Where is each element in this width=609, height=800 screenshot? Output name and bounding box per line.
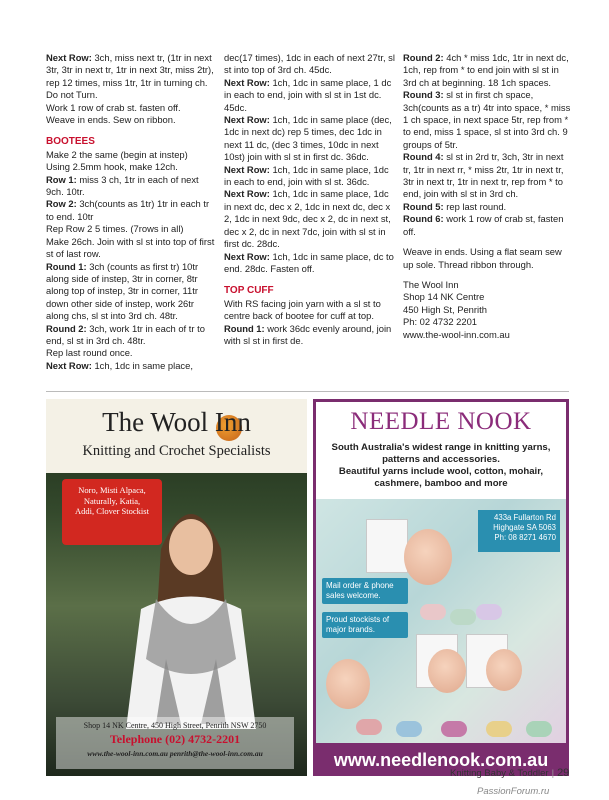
- needle-nook-ad: [313, 399, 569, 776]
- step-label: Next Row:: [224, 76, 270, 88]
- yarn-skein: [526, 721, 552, 737]
- step-text: 3ch(counts as 1tr) 1tr in each tr to end. 10tr: [46, 198, 210, 222]
- step-text: 3ch, work 1tr in each of tr to end, sl st in 3rd ch. 48tr.: [46, 322, 205, 346]
- step-text: 1ch, 1dc in same place,: [91, 359, 193, 371]
- step-label: Round 3:: [403, 89, 444, 101]
- step-text: 3ch, miss next tr, (1tr in next 3tr, 3tr in next tr, 1tr in next 3tr, miss 2tr), rep 12 times, miss 1tr, 1tr in turning ch. Do not Turn.: [46, 52, 214, 101]
- badge-line: Noro, Misti Alpaca,: [78, 485, 146, 495]
- instruction-paragraph: [46, 52, 218, 102]
- step-text: Make 2 the same (begin at instep): [46, 148, 188, 160]
- box-line: major brands.: [326, 625, 375, 634]
- step-text: Using 2.5mm hook, make 12ch.: [46, 161, 178, 173]
- instruction-paragraph: [46, 261, 218, 323]
- ad-phone: Telephone (02) 4732-2201: [109, 732, 241, 746]
- instruction-paragraph: [46, 149, 218, 161]
- ad-text-line: South Australia's widest range in knitting yarns,: [331, 442, 551, 453]
- step-text: 1ch, 1dc in same place, dc to end. 28dc. Fasten off.: [224, 250, 394, 274]
- instruction-paragraph: [403, 89, 571, 151]
- step-text: 1ch, 1dc in same place, 1 dc in each to end, join with sl st in 1st dc. 45dc.: [224, 76, 392, 113]
- step-label: Round 5:: [403, 200, 444, 212]
- instruction-paragraph: [46, 347, 218, 359]
- step-text: With RS facing join yarn with a sl st to centre back of bootee for cuff at top.: [224, 297, 381, 322]
- instruction-paragraph: [403, 151, 571, 201]
- text-line: Weave in ends. Using a flat seam sew up sole. Thread ribbon through.: [403, 246, 562, 270]
- instruction-paragraph: [224, 114, 396, 164]
- box-line: sales welcome.: [326, 591, 381, 600]
- step-label: Row 2:: [46, 198, 77, 210]
- ad-text: [322, 442, 560, 490]
- step-text: 1ch, 1dc in same place, 1dc in next dc, dec x 2, 1dc in next dc, dec x 2, 1dc in next 9dc, dec x 2, dc in next st, dec x 2, dc in next 7dc, join with sl st in first dc. 28dc.: [224, 188, 391, 250]
- spacer: [224, 275, 396, 283]
- instruction-paragraph: [224, 298, 396, 323]
- instruction-paragraph: [403, 213, 571, 238]
- yarn-skein: [450, 609, 476, 625]
- ad-subtitle: Knitting and Crochet Specialists: [82, 443, 271, 459]
- step-text: miss 3 ch, 1tr in each of next 9ch. 10tr.: [46, 173, 199, 198]
- step-label: Next Row:: [46, 359, 92, 371]
- contact-line: Ph: 02 4732 2201: [403, 316, 478, 328]
- yarn-skein: [476, 604, 502, 620]
- instruction-paragraph: [46, 174, 218, 199]
- ad-text-line: patterns and accessories.: [382, 454, 500, 465]
- instruction-paragraph: [46, 236, 218, 261]
- ad-text-line: Beautiful yarns include wool, cotton, mohair,: [338, 466, 544, 477]
- footer-separator: |: [551, 768, 555, 779]
- instruction-paragraph: [46, 161, 218, 173]
- address-line: Ph: 08 8271 4670: [494, 533, 556, 542]
- column-3: [403, 52, 571, 341]
- address-line: Highgate SA 5063: [493, 523, 556, 532]
- mail-order-box: [322, 578, 408, 604]
- step-text: Weave in ends. Sew on ribbon.: [46, 114, 176, 126]
- step-label: Next Row:: [224, 114, 270, 126]
- step-label: Round 6:: [403, 213, 444, 225]
- ad-url[interactable]: www.needlenook.com.au: [333, 750, 549, 770]
- badge-line: Addi, Clover Stockist: [75, 506, 149, 516]
- yarn-skein: [486, 721, 512, 737]
- step-text: dec(17 times), 1dc in each of next 27tr, sl st into top of 3rd ch. 45dc.: [224, 52, 395, 76]
- yarn-skein: [356, 719, 382, 735]
- instruction-paragraph: [403, 201, 571, 213]
- baby-photo: [326, 659, 370, 709]
- instruction-paragraph: [46, 323, 218, 348]
- baby-photo: [486, 649, 522, 691]
- step-text: 1ch, 1dc in same place (dec, 1dc in next dc) rep 5 times, dec 1dc in next 11 dc, (dec 3 times, 10dc in next 10st) join with sl st in first dc. 36dc.: [224, 114, 392, 163]
- instruction-paragraph: [403, 52, 571, 89]
- ad-info-box: [56, 717, 294, 769]
- contact-line: 450 High St, Penrith: [403, 303, 487, 315]
- step-text: Make 26ch. Join with sl st into top of first st of last row.: [46, 235, 215, 260]
- box-line: Proud stockists of: [326, 615, 390, 624]
- yarn-skein: [396, 721, 422, 737]
- page-number: 29: [557, 767, 570, 779]
- instruction-paragraph: [224, 77, 396, 114]
- instruction-paragraph: [224, 164, 396, 189]
- section-heading: BOOTEES: [46, 136, 95, 148]
- section-heading: TOP CUFF: [224, 285, 274, 297]
- instruction-paragraph: [224, 52, 396, 77]
- step-text: 1ch, 1dc in same place, 1dc in each to end, join with sl st. 36dc.: [224, 163, 389, 188]
- yarn-skein: [441, 721, 467, 737]
- step-label: Next Row:: [224, 188, 270, 200]
- box-line: Mail order & phone: [326, 581, 394, 590]
- contact-website[interactable]: www.the-wool-inn.com.au: [403, 328, 510, 340]
- column-1: [46, 52, 218, 372]
- contact-line: The Wool Inn: [403, 278, 459, 290]
- ad-web[interactable]: www.the-wool-inn.com.au penrith@the-wool-inn.com.au: [87, 749, 263, 758]
- step-text: rep last round.: [443, 200, 507, 212]
- step-label: Next Row:: [224, 250, 270, 262]
- publication-title: Knitting Baby & Toddler: [450, 768, 549, 779]
- step-label: Round 1:: [46, 260, 87, 272]
- spacer: [403, 238, 571, 246]
- instruction-paragraph: [46, 102, 218, 114]
- wool-inn-ad: [46, 399, 307, 776]
- step-text: 3ch (counts as first tr) 10tr along side of instep, 3tr in corner, 8tr along top of instep, 3tr in corner, 11tr down other side of instep, work 26tr along chs, sl st into 3rd ch. 48tr.: [46, 260, 199, 322]
- instruction-paragraph: [46, 114, 218, 126]
- yarn-skein: [420, 604, 446, 620]
- ad-text-line: cashmere, bamboo and more: [374, 478, 508, 489]
- pattern-book: [366, 519, 408, 573]
- instruction-paragraph: [46, 360, 218, 372]
- stockist-badge: [62, 479, 162, 545]
- address-box: [478, 510, 560, 552]
- stockist-box: [322, 612, 408, 638]
- step-text: Rep Row 2 5 times. (7rows in all): [46, 223, 184, 235]
- step-text: 4ch * miss 1dc, 1tr in next dc, 1ch, rep from * to end join with sl st in 3rd ch at beginning. 18 1ch spaces.: [403, 52, 569, 88]
- ad-title: The Wool Inn: [102, 407, 251, 437]
- instruction-paragraph: [46, 198, 218, 223]
- step-text: sl st in first ch space, 3ch(counts as a tr) 4tr into space, * miss 1 ch space, in next space 5tr, rep from * to end, miss 1 space, sl st into 3rd ch. 9 groups of 5tr.: [403, 89, 571, 150]
- instruction-paragraph: [224, 188, 396, 250]
- ad-title: NEEDLE NOOK: [350, 408, 532, 435]
- step-text: sl st in 2rd tr, 3ch, 3tr in next tr, 1tr in next rr, * miss 2tr, 1tr in next tr, 3tr in next tr, 1tr in next tr, rep from * to end, join with sl st in 3rd ch.: [403, 151, 564, 200]
- column-2: [224, 52, 396, 347]
- page-footer: [450, 767, 569, 779]
- step-text: Work 1 row of crab st. fasten off.: [46, 101, 181, 113]
- ad-inner: [316, 402, 566, 743]
- step-label: Next Row:: [224, 163, 270, 175]
- spacer: [403, 271, 571, 279]
- watermark: PassionForum.ru: [477, 786, 550, 797]
- badge-line: Naturally, Katia,: [83, 495, 141, 506]
- contact-line: Shop 14 NK Centre: [403, 291, 485, 303]
- step-text: Rep last round once.: [46, 347, 133, 359]
- step-label: Round 2:: [403, 52, 444, 63]
- step-label: Round 4:: [403, 151, 444, 163]
- address-line: 433a Fullarton Rd: [494, 513, 556, 522]
- instruction-paragraph: [46, 223, 218, 235]
- step-label: Round 1:: [224, 322, 265, 334]
- step-label: Row 1:: [46, 173, 77, 185]
- instruction-paragraph: [224, 251, 396, 276]
- divider: [46, 391, 569, 392]
- step-label: Round 2:: [46, 322, 87, 334]
- instruction-paragraph: [224, 323, 396, 348]
- step-text: work 36dc evenly around, join with sl st in first de.: [224, 322, 392, 346]
- baby-photo: [404, 529, 452, 585]
- step-text: work 1 row of crab st, fasten off.: [403, 213, 564, 237]
- baby-photo: [428, 649, 466, 693]
- spacer: [46, 126, 218, 134]
- ad-address: Shop 14 NK Centre, 450 High Street, Penrith NSW 2750: [83, 721, 267, 730]
- step-label: Next Row:: [46, 52, 92, 63]
